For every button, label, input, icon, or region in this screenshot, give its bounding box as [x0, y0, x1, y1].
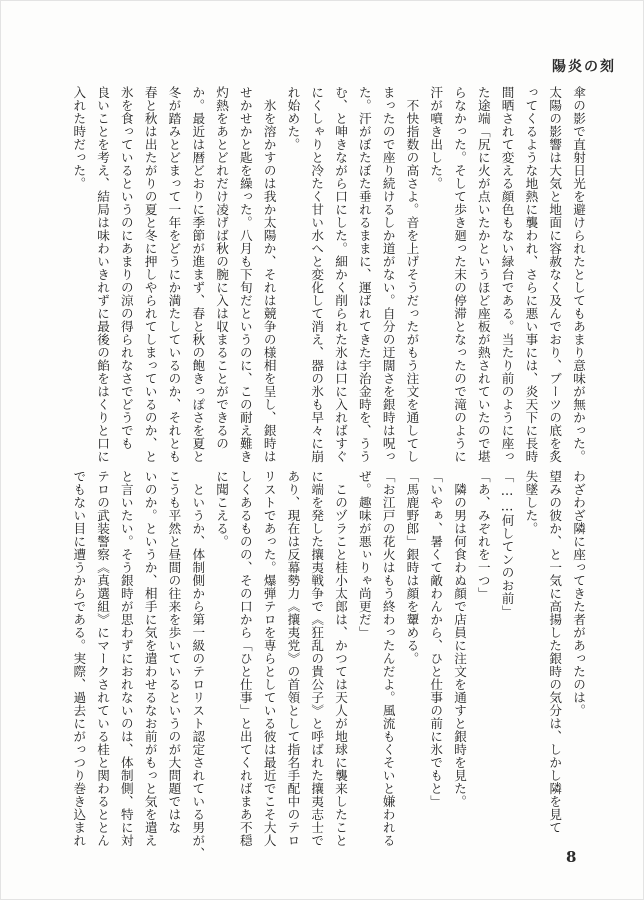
- text-line: た。汗がぼたぼた垂れるままに、運ばれてきた宇治金時を、うう: [356, 86, 372, 463]
- text-line: 「お江戸の花火はもう終わったんだよ。風流もくそいと嫌われる: [380, 470, 396, 847]
- text-line: 失墜した。: [523, 470, 539, 535]
- text-line: にくしゃりと冷たく甘い水へと変化して消え、器の氷も早々に崩: [309, 86, 325, 463]
- text-line: でもない目に遭うからである。実際、過去にがっつり巻き込まれ: [71, 470, 87, 847]
- text-line: 氷を食っているというのにあまりの涼の得られなさでどうでも: [118, 86, 134, 450]
- upper-text-block: [71, 86, 590, 463]
- text-line: テロの武装警察《真選組》にマークされている桂と関わるととん: [95, 470, 111, 847]
- text-line: 不快指数の高さよ。音を上げそうだったがもう注文を通してし: [404, 86, 420, 463]
- text-line: 春と秋は出たがりの夏と冬に押しやられてしまっているのか、と: [142, 86, 158, 463]
- text-line: 灼熱をあとどれだけ凌げば秋の腕に入は収まることができるの: [214, 86, 230, 450]
- text-line: む、と呻きながら口にした。細かく削られた氷は口に入ればすぐ: [333, 86, 349, 463]
- text-line: ぜ。趣味が悪ぃりゃ尚更だ」: [356, 470, 372, 639]
- text-line: 「いやぁ、暑くて敵わんから、ひと仕事の前に氷でもと」: [428, 470, 444, 808]
- text-line: に聞こえる。: [214, 470, 230, 548]
- text-line: このヅラこと桂小太郎は、かつては天人が地球に襲来したこと: [333, 470, 349, 847]
- text-line: ってくるような地熱に襲われ、さらに悪い事には、炎天下に長時: [523, 86, 539, 463]
- text-line: と言いたい。そう銀時が思わずにおれないのは、体制側、特に対: [118, 470, 134, 847]
- text-line: 望みの彼か、と一気に高揚した銀時の気分は、しかし隣を見て: [547, 470, 563, 834]
- text-line: れ始めた。: [285, 86, 301, 151]
- text-line: 良いことを考え、結局は味わいきれずに最後の餡をはくりと口に: [95, 86, 111, 463]
- text-line: いのか。というか、相手に気を遣わせるなお前がもっと気を遣え: [142, 470, 158, 847]
- text-line: せかせかと匙を繰った。八月も下旬だというのに、この耐え難き: [237, 86, 253, 463]
- text-line: まったので座り続けるしか道がない。自分の迂闊さを銀時は呪っ: [380, 86, 396, 463]
- text-line: か。最近は暦どおりに季節が進まず、春と秋の飽きっぽさを夏と: [190, 86, 206, 463]
- page-number: 8: [566, 848, 577, 866]
- lower-text-block: [71, 470, 590, 860]
- text-line: 「あ、みぞれを一つ」: [475, 470, 491, 600]
- text-line: こうも平然と昼間の往来を歩いているというのが大問題ではな: [166, 470, 182, 834]
- text-line: 「……何してンのお前」: [499, 470, 515, 618]
- text-line: 氷を溶かすのは我か太陽か、それは競争の様相を呈し、銀時は: [261, 86, 277, 463]
- text-line: らなかった。そして歩き廻った末の停滞となったので滝のように: [452, 86, 468, 463]
- running-title: 陽炎の刻: [552, 59, 616, 75]
- text-line: あり、現在は反幕勢力《攘夷党》の首領として指名手配中のテロ: [285, 470, 301, 847]
- text-line: 間晒されて変える顔色もない緑台である。当たり前のように座っ: [499, 86, 515, 463]
- text-line: 太陽の影響は大気と地面に容赦なく及んでおり、ブーツの底を炙: [547, 86, 563, 463]
- text-line: というか、体制側から第一級のテロリスト認定されている男が、: [190, 470, 206, 860]
- text-line: 汗が噴き出した。: [428, 86, 444, 190]
- text-line: 傘の影で直射日光を避けられたとしてもあまり意味が無かった。: [571, 86, 586, 463]
- text-line: わざわざ隣に座ってきた者があったのは。: [571, 470, 586, 717]
- text-line: 入れた時だった。: [71, 86, 87, 190]
- text-line: 「馬鹿野郎」銀時は顔を顰める。: [404, 470, 420, 665]
- text-line: た途端「尻に火が点いたかというほど座板が熱されていたので堪: [475, 86, 491, 463]
- text-line: に端を発した攘夷戦争で《狂乱の貴公子》と呼ばれた攘夷志士で: [309, 470, 325, 847]
- text-line: リストであった。爆弾テロを専らとしている彼は最近でこそ大人: [261, 470, 277, 847]
- text-line: しくあるものの、その口から「ひと仕事」と出てくればまあ不穏: [237, 470, 253, 847]
- text-line: 冬が踏みとどまって一年をどうにか満たしているのか、それとも: [166, 86, 182, 463]
- text-line: 隣の男は何食わぬ顔で店員に注文を通すと銀時を見た。: [452, 470, 468, 808]
